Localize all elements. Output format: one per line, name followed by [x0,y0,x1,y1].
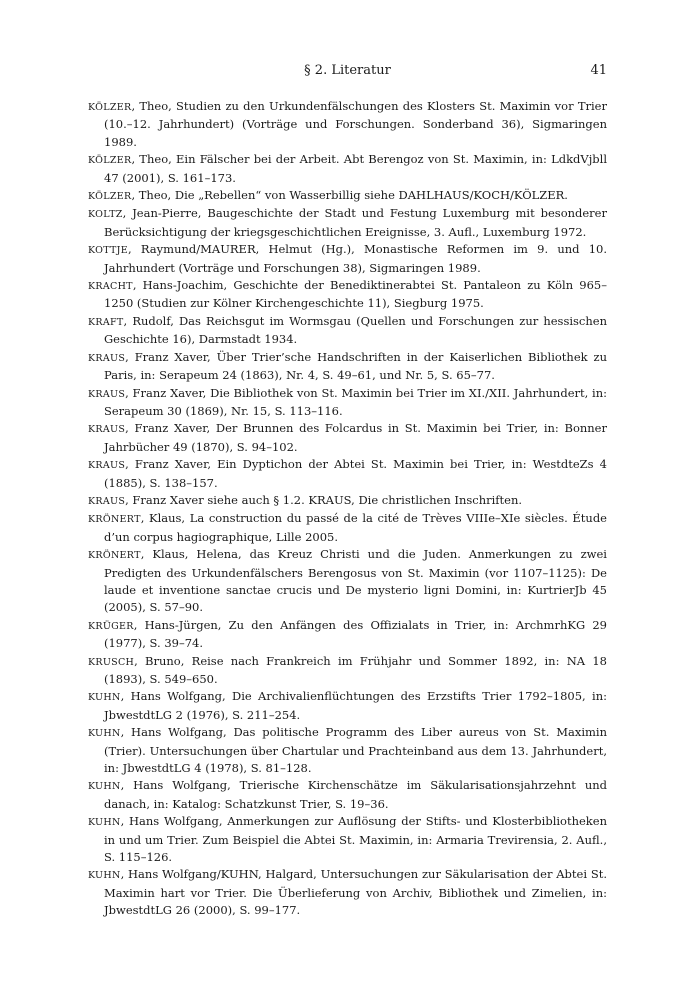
entry-text: , Hans-Jürgen, Zu den Anfängen des Offizialats in Trier, in: ArchmrhKG 29 (1977), S. 39–74. [104,617,607,651]
author-name: KRAUS [88,460,126,472]
author-name: KUHN [88,728,121,740]
bibliography-entry [88,98,607,151]
bibliography-entry [88,420,607,456]
bibliography-entry [88,724,607,777]
author-name: KUHN [88,781,121,793]
entry-text: , Franz Xaver siehe auch § 1.2. KRAUS, Die christlichen Inschriften. [125,492,523,507]
author-name: KRAUS [88,388,126,400]
entry-text: , Rudolf, Das Reichsgut im Wormsgau (Quellen und Forschungen zur hessischen Geschichte 16), Darmstadt 1934. [104,313,607,347]
author-name: KRUSCH [88,656,135,668]
bibliography-entry [88,349,607,385]
bibliography-entry [88,688,607,724]
author-name: KRAFT [88,316,124,328]
entry-text: , Theo, Studien zu den Urkundenfälschungen des Klosters St. Maximin vor Trier (10.–12. Jahrhundert) (Vorträge und Forschungen. Sonderband 36), Sigmaringen 1989. [104,99,607,149]
author-name: KRAUS [88,352,126,364]
author-name: KRAUS [88,424,126,436]
entry-text: , Franz Xaver, Über Trier’sche Handschriften in der Kaiserlichen Bibliothek zu Paris, in: Serapeum 24 (1863), Nr. 4, S. 49–61, und Nr. 5, S. 65–77. [104,349,607,383]
bibliography-entry [88,385,607,421]
bibliography-entry [88,510,607,546]
bibliography-list [88,98,607,920]
entry-text: , Hans Wolfgang, Anmerkungen zur Auflösung der Stifts- und Klosterbibliotheken in und um Trier. Zum Beispiel die Abtei St. Maximin, in: Armaria Trevirensia, 2. Aufl., S. 115–126. [104,814,607,865]
author-name: KRÖNERT [88,550,141,562]
bibliography-entry [88,151,607,187]
entry-text: , Franz Xaver, Der Brunnen des Folcardus in St. Maximin bei Trier, in: Bonner Jahrbücher 49 (1870), S. 94–102. [104,421,607,454]
author-name: KUHN [88,817,121,829]
entry-text: , Franz Xaver, Die Bibliothek von St. Maximin bei Trier im XI./XII. Jahrhundert, in: Serapeum 30 (1869), Nr. 15, S. 113–116. [104,385,607,418]
author-name: KUHN [88,870,121,882]
author-name: KÖLZER [88,155,132,167]
entry-text: , Jean-Pierre, Baugeschichte der Stadt und Festung Luxemburg mit besonderer Berücksichtigung der kriegsgeschichtlichen Ereignisse, 3. Aufl., Luxemburg 1972. [104,206,607,239]
entry-text: , Hans Wolfgang, Trierische Kirchenschätze im Säkularisationsjahrzehnt und danach, in: Katalog: Schatzkunst Trier, S. 19–36. [104,778,607,811]
bibliography-entry [88,653,607,689]
bibliography-entry [88,813,607,866]
author-name: KRÖNERT [88,514,141,526]
author-name: KUHN [88,692,121,704]
author-name: KOTTJE [88,245,129,257]
bibliography-entry [88,313,607,349]
author-name: KÖLZER [88,102,132,113]
entry-text: , Hans Wolfgang, Die Archivalienflüchtungen des Erzstifts Trier 1792–1805, in: JbwestdtLG 2 (1976), S. 211–254. [104,689,607,722]
bibliography-entry [88,456,607,492]
section-title: § 2. Literatur [304,63,391,78]
entry-text: , Hans-Joachim, Geschichte der Benediktinerabtei St. Pantaleon zu Köln 965–1250 (Studien zur Kölner Kirchengeschichte 11), Siegburg 1975. [104,278,607,311]
bibliography-entry [88,277,607,313]
bibliography-entry [88,205,607,241]
bibliography-entry [88,241,607,277]
page-number: 41 [590,63,607,78]
author-name: KRAUS [88,495,126,507]
entry-text: , Franz Xaver, Ein Dyptichon der Abtei St. Maximin bei Trier, in: WestdteZs 4 (1885), S. 138–157. [104,457,607,490]
entry-text: , Raymund/MAURER, Helmut (Hg.), Monastische Reformen im 9. und 10. Jahrhundert (Vorträge und Forschungen 38), Sigmaringen 1989. [104,242,607,275]
author-name: KÖLZER [88,191,132,203]
bibliography-entry [88,777,607,813]
entry-text: , Hans Wolfgang, Das politische Programm des Liber aureus von St. Maximin (Trier). Untersuchungen über Chartular und Prachteinband aus dem 13. Jahrhundert, in: JbwestdtLG 4 (1978), S. 81–128. [104,725,607,776]
entry-text: , Theo, Ein Fälscher bei der Arbeit. Abt Berengoz von St. Maximin, in: LdkdVjbll 47 (2001), S. 161–173. [104,152,607,185]
author-name: KOLTZ [88,209,123,221]
author-name: KRACHT [88,281,133,293]
bibliography-entry [88,866,607,919]
entry-text: , Theo, Die „Rebellen“ von Wasserbillig siehe DAHLHAUS/KOCH/KÖLZER. [131,188,568,203]
entry-text: , Bruno, Reise nach Frankreich im Frühjahr und Sommer 1892, in: NA 18 (1893), S. 549–650. [104,653,607,686]
entry-text: , Klaus, Helena, das Kreuz Christi und die Juden. Anmerkungen zu zwei Predigten des Urkundenfälschers Berengosus von St. Maximin (vor 1107–1125): De laude et inventione sanctae crucis und De mysterio ligni Domini, in: KurtrierJb 45 (2005), S. 57–90. [104,547,607,615]
author-name: KRÜGER [88,620,134,632]
bibliography-entry [88,187,607,205]
bibliography-entry [88,492,607,510]
entry-text: , Hans Wolfgang/KUHN, Halgard, Untersuchungen zur Säkularisation der Abtei St. Maximin hart vor Trier. Die Überlieferung von Archiv, Bibliothek und Zimelien, in: JbwestdtLG 26 (2000), S. 99–177. [104,867,607,918]
bibliography-entry [88,546,607,617]
running-head [88,63,607,81]
entry-text: , Klaus, La construction du passé de la cité de Trèves VIIIe–XIe siècles. Étude d’un corpus hagiographique, Lille 2005. [104,511,607,544]
bibliography-entry [88,617,607,653]
